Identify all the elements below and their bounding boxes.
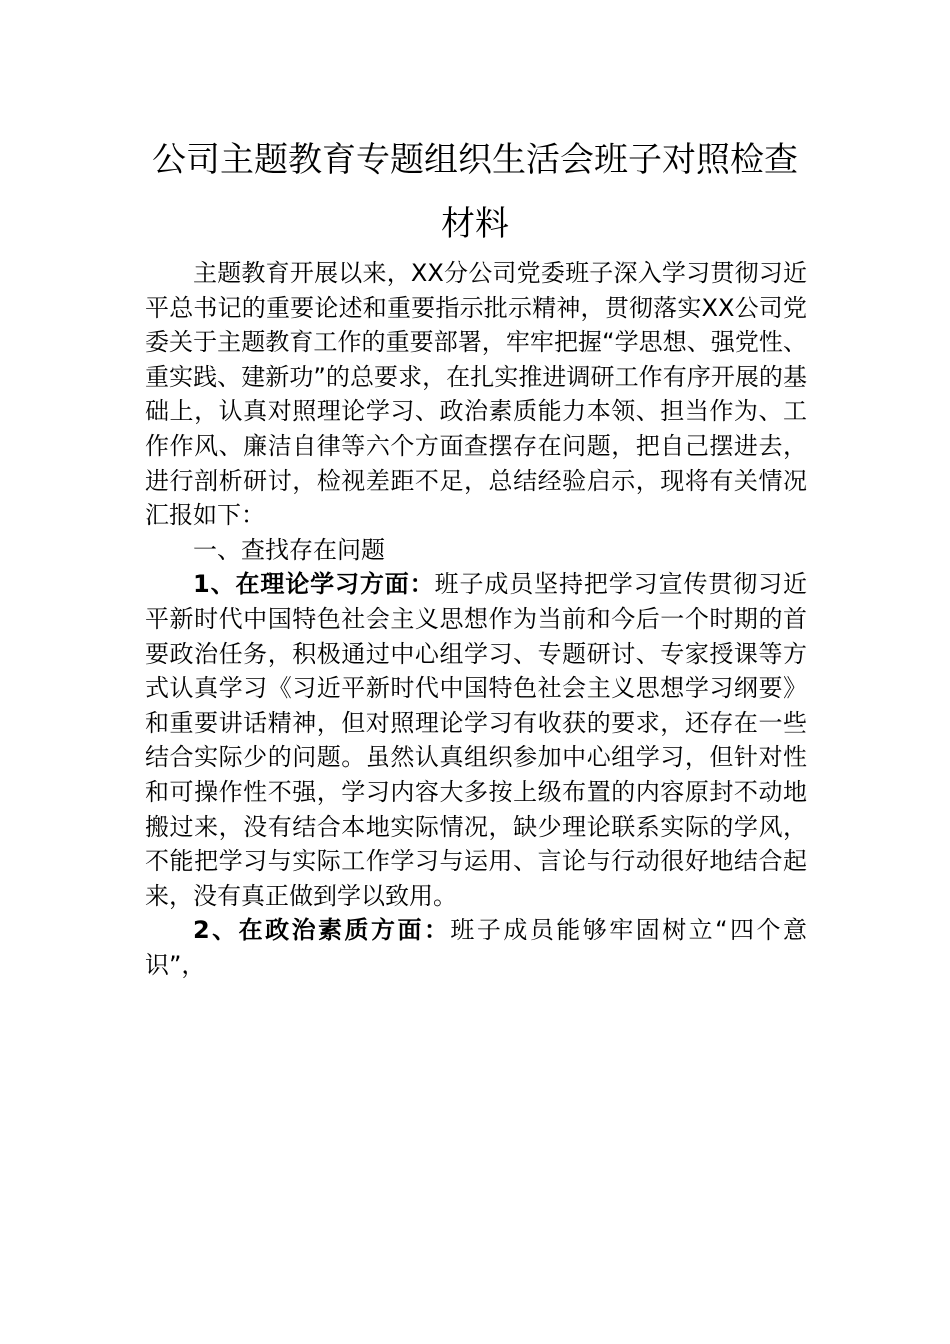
item-theory-study-label: 1、在理论学习方面： — [193, 570, 435, 599]
item-theory-study-text: 班子成员坚持把学习宣传贯彻习近平新时代中国特色社会主义思想作为当前和今后一个时期的首要政治任务，积极通过中心组学习、专题研讨、专家授课等方式认真学习《习近平新时代中国特色社会主义思想学习纲要》和重要讲话精神，但对照理论学习有收获的要求，还存在一些结合实际少的问题。虽然认真组织参加中心组学习，但针对性和可操作性不强，学习内容大多按上级布置的内容原封不动地搬过来，没有结合本地实际情况，缺少理论联系实际的学风，不能把学习与实际工作学习与运用、言论与行动很好地结合起来，没有真正做到学以致用。 — [145, 570, 808, 910]
item-political-quality-label: 2、在政治素质方面： — [193, 916, 451, 945]
item-theory-study-paragraph — [145, 567, 807, 913]
item-political-quality-text: 班子成员能够牢固树立“四个意识”， — [145, 916, 807, 979]
document-body — [145, 256, 807, 982]
document-title: 公司主题教育专题组织生活会班子对照检查材料 — [152, 140, 798, 244]
intro-paragraph: 主题教育开展以来，XX分公司党委班子深入学习贯彻习近平总书记的重要论述和重要指示批示精神，贯彻落实XX公司党委关于主题教育工作的重要部署，牢牢把握“学思想、强党性、重实践、建新功”的总要求，在扎实推进调研工作有序开展的基础上，认真对照理论学习、政治素质能力本领、担当作为、工作作风、廉洁自律等六个方面查摆存在问题，把自己摆进去，进行剖析研讨，检视差距不足，总结经验启示，现将有关情况汇报如下： — [145, 259, 807, 530]
section-heading-find-problems: 一、查找存在问题 — [193, 535, 385, 564]
item-political-quality-paragraph — [145, 913, 807, 982]
